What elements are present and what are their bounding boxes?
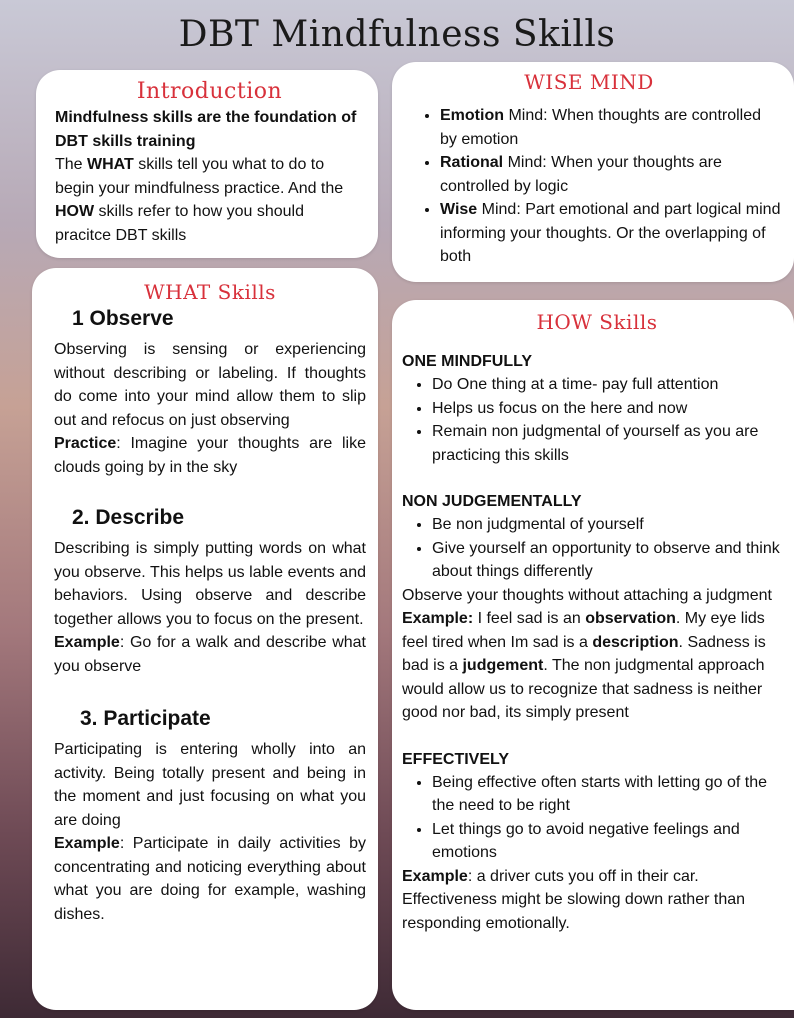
describe-title: 2. Describe (72, 506, 185, 529)
effectively-text (402, 865, 792, 936)
non-judgementally-text (402, 584, 792, 725)
describe-example-label: Example (54, 634, 120, 651)
effectively-list (402, 771, 792, 865)
effectively-example-label: Example (402, 867, 468, 885)
effectively-title: EFFECTIVELY (402, 750, 509, 768)
wise-mind-heading: WISE MIND (524, 70, 654, 94)
observe-title: 1 Observe (72, 307, 174, 330)
practice-text: : Imagine your thoughts are like clouds going by in the sky (54, 435, 366, 476)
nj-ex-t4: . The non judgmental approach would allow us to recognize that sadness is neither good nor bad, its simply present (402, 657, 765, 721)
participate-body: Participating is entering wholly into an activity. Being totally present and being in the moment and just focusing on what you are doing (54, 741, 366, 829)
wise-mind-item (440, 151, 782, 198)
description-word: description (592, 633, 679, 651)
wise-mind-list (396, 104, 782, 269)
observe-text (54, 338, 366, 479)
non-judgementally-example-label: Example: (402, 610, 474, 627)
non-judgementally-list (402, 513, 792, 584)
one-mindfully-item: • Remain non judgmental of yourself as you are practicing this skills (432, 420, 792, 467)
participate-text (54, 738, 366, 926)
nj-ex-t2: . My eye lids feel tired when Im sad is a (402, 610, 765, 651)
introduction-heading: Introduction (136, 79, 283, 104)
what-skills-heading: WHAT Skills (144, 280, 276, 304)
one-mindfully-item: • Helps us focus on the here and now (432, 397, 792, 421)
observe-body: Observing is sensing or experiencing without describing or labeling. If thoughts do come into your mind allow them to slip out and refocus on just observing (54, 341, 366, 429)
one-mindfully-title: ONE MINDFULLY (402, 353, 533, 370)
what-skills-card (32, 268, 378, 1010)
how-skills-card (392, 300, 794, 1010)
what-word: WHAT (87, 156, 134, 173)
non-judgementally-item: • Be non judgmental of yourself (432, 513, 792, 537)
wise-mind-item (440, 104, 782, 151)
non-judgementally-title: NON JUDGEMENTALLY (402, 493, 582, 510)
wise-mind-item-text: Mind: When thoughts are controlled by emotion (440, 107, 762, 148)
observation-word: observation (585, 610, 676, 627)
participate-example-text: : Participate in daily activities by concentrating and noticing everything about what you are doing for example, washing dishes. (54, 835, 366, 923)
describe-text (54, 537, 366, 678)
non-judgementally-para: Observe your thoughts without attaching a judgment (402, 586, 772, 604)
introduction-p2: skills tell you what to do to begin your mindfulness practice. And the (55, 156, 344, 197)
one-mindfully-list (402, 373, 792, 467)
wise-mind-card (392, 62, 794, 282)
participate-title: 3. Participate (80, 707, 211, 730)
how-skills-heading: HOW Skills (536, 310, 658, 334)
wise-mind-item-term: Rational (440, 154, 504, 171)
practice-label: Practice (54, 435, 117, 452)
nj-ex-t1: I feel sad is an (473, 610, 586, 627)
introduction-p1: The (55, 156, 88, 173)
introduction-p3: skills refer to how you should pracitce DBT skills (55, 203, 304, 244)
non-judgementally-item: • Give yourself an opportunity to observe and think about things differently (432, 537, 792, 584)
effectively-example-text: : a driver cuts you off in their car. Effectiveness might be slowing down rather than responding emotionally. (402, 867, 746, 932)
effectively-item: • Let things go to avoid negative feelings and emotions (432, 818, 792, 865)
nj-ex-t3: . Sadness is bad is a (402, 633, 766, 674)
wise-mind-item-text: Mind: When your thoughts are controlled by logic (440, 154, 722, 195)
describe-example-text: : Go for a walk and describe what you observe (54, 634, 366, 675)
introduction-card (36, 70, 378, 258)
wise-mind-item-term: Wise (440, 201, 478, 218)
wise-mind-item-term: Emotion (440, 107, 504, 124)
wise-mind-item (440, 198, 782, 269)
one-mindfully-item: • Do One thing at a time- pay full attention (432, 373, 792, 397)
effectively-item: • Being effective often starts with letting go of the the need to be right (432, 771, 792, 818)
judgement-word: judgement (462, 657, 544, 674)
how-word: HOW (55, 203, 95, 220)
wise-mind-item-text: Mind: Part emotional and part logical mind informing your thoughts. Or the overlapping of both (440, 201, 781, 265)
introduction-bold-line: Mindfulness skills are the foundation of DBT skills training (55, 109, 357, 150)
describe-body: Describing is simply putting words on what you observe. This helps us lable events and behaviors. Using observe and describe together allows you to focus on the present. (54, 540, 366, 628)
introduction-text (55, 106, 364, 247)
page-title: DBT Mindfulness Skills (178, 14, 616, 55)
participate-example-label: Example (54, 835, 120, 852)
